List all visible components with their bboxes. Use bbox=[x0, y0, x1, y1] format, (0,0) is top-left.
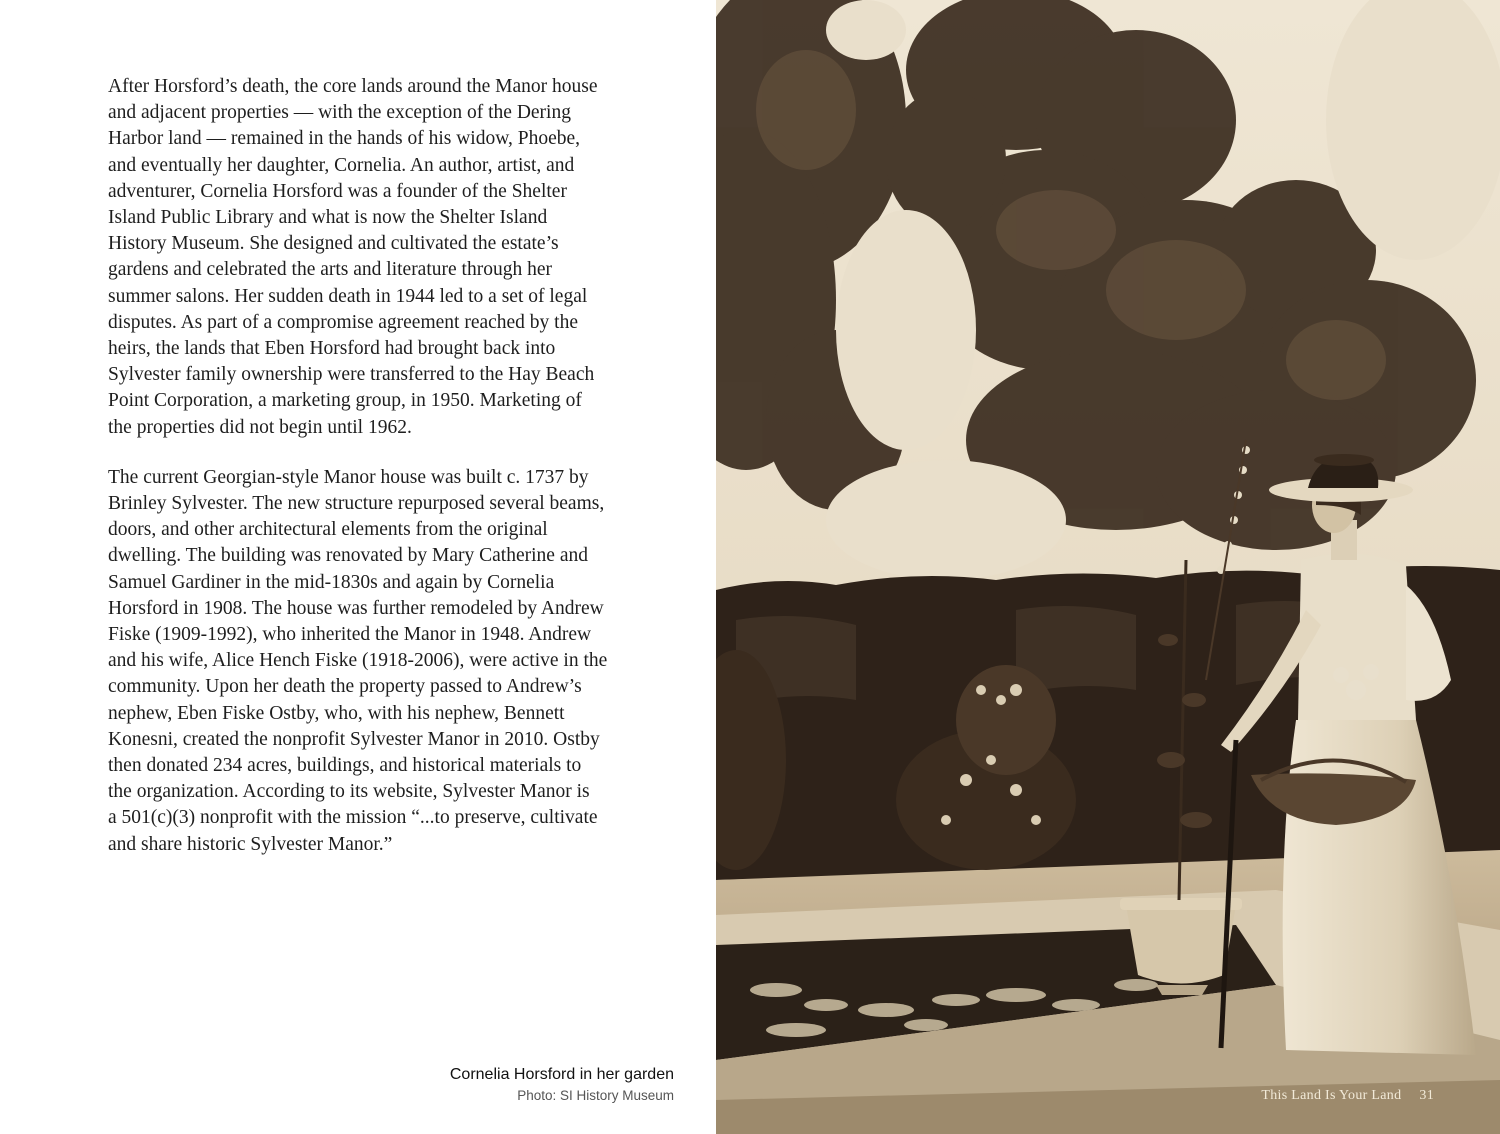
running-title: This Land Is Your Land bbox=[1261, 1088, 1402, 1103]
sepia-garden-photograph bbox=[716, 0, 1500, 1134]
page-folio bbox=[1261, 1088, 1434, 1104]
text-line: doors, and other architectural elements from the original bbox=[108, 519, 548, 541]
text-line: summer salons. Her sudden death in 1944 led to a set of legal bbox=[108, 285, 588, 307]
text-line: History Museum. She designed and cultivated the estate’s bbox=[108, 233, 559, 255]
text-line: Brinley Sylvester. The new structure repurposed several beams, bbox=[108, 493, 605, 515]
text-line: the organization. According to its website, Sylvester Manor is bbox=[108, 781, 590, 803]
photo-credit: Photo: SI History Museum bbox=[517, 1088, 674, 1103]
text-line: the properties did not begin until 1962. bbox=[108, 416, 412, 438]
text-line: Island Public Library and what is now the Shelter Island bbox=[108, 207, 548, 229]
text-line: Samuel Gardiner in the mid-1830s and again by Cornelia bbox=[108, 571, 555, 593]
text-line: Fiske (1909-1992), who inherited the Manor in 1948. Andrew bbox=[108, 624, 592, 646]
text-line: community. Upon her death the property passed to Andrew’s bbox=[108, 676, 582, 698]
text-line: and share historic Sylvester Manor.” bbox=[108, 833, 393, 855]
caption-title: Cornelia Horsford in her garden bbox=[449, 1066, 674, 1083]
text-line: and adjacent properties — with the exception of the Dering bbox=[108, 102, 571, 124]
paragraph-manor-house bbox=[108, 465, 653, 858]
text-line: nephew, Eben Fiske Ostby, who, with his nephew, Bennett bbox=[108, 702, 565, 724]
garden-photo-illustration bbox=[716, 0, 1500, 1134]
page-number: 31 bbox=[1419, 1088, 1434, 1103]
paragraph-horsford-estate bbox=[108, 74, 653, 441]
text-line: and eventually her daughter, Cornelia. An author, artist, and bbox=[108, 154, 575, 176]
text-line: dwelling. The building was renovated by Mary Catherine and bbox=[108, 545, 588, 567]
text-line: and his wife, Alice Hench Fiske (1918-2006), were active in the bbox=[108, 650, 608, 672]
text-line: gardens and celebrated the arts and literature through her bbox=[108, 259, 552, 281]
photo-caption bbox=[450, 1064, 674, 1105]
text-line: disputes. As part of a compromise agreement reached by the bbox=[108, 311, 579, 333]
text-line: Sylvester family ownership were transferred to the Hay Beach bbox=[108, 364, 595, 386]
text-line: Harbor land — remained in the hands of his widow, Phoebe, bbox=[108, 128, 581, 150]
left-page bbox=[0, 0, 716, 1134]
text-line: a 501(c)(3) nonprofit with the mission “...to preserve, cultivate bbox=[108, 807, 598, 829]
text-line: Point Corporation, a marketing group, in 1950. Marketing of bbox=[108, 390, 582, 412]
text-line: The current Georgian-style Manor house was built c. 1737 by bbox=[108, 466, 589, 488]
text-line: adventurer, Cornelia Horsford was a founder of the Shelter bbox=[108, 180, 567, 202]
text-line: After Horsford’s death, the core lands around the Manor house bbox=[108, 76, 598, 97]
text-line: Horsford in 1908. The house was further remodeled by Andrew bbox=[108, 597, 604, 619]
text-line: Konesni, created the nonprofit Sylvester Manor in 2010. Ostby bbox=[108, 728, 600, 750]
text-line: heirs, the lands that Eben Horsford had brought back into bbox=[108, 338, 556, 360]
text-line: then donated 234 acres, buildings, and historical materials to bbox=[108, 755, 582, 777]
body-text bbox=[108, 74, 653, 882]
